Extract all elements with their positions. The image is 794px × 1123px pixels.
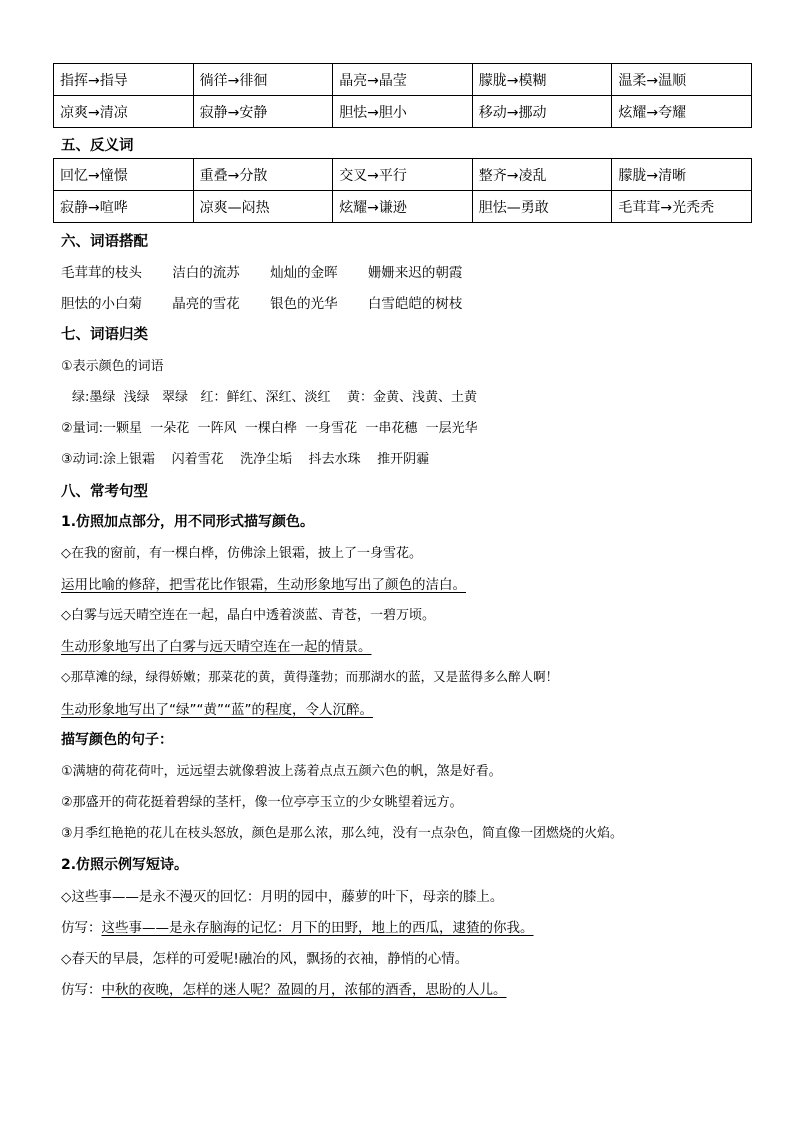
collocation-item: 灿灿的金晖 <box>270 265 338 281</box>
question-2-title: 2.仿照示例写短诗。 <box>61 857 189 873</box>
synonym-table <box>53 63 752 128</box>
imitation-answer: 中秋的夜晚，怎样的迷人呢？盈圆的月，浓郁的酒香，思盼的人儿。 <box>101 982 507 998</box>
example-sentence: ◇那草滩的绿，绿得娇嫩；那菜花的黄，黄得蓬勃；而那湖水的蓝，又是蓝得多么醉人啊！ <box>61 669 559 684</box>
collocation-item: 毛茸茸的枝头 <box>61 265 142 281</box>
imitation-label: 仿写： <box>61 920 102 936</box>
collocation-item: 白雪皑皑的树枝 <box>367 296 463 312</box>
collocation-item: 银色的光华 <box>270 296 338 312</box>
table-cell: 徜徉→徘徊 <box>193 64 333 96</box>
answer-line: 运用比喻的修辞，把雪花比作银霜，生动形象地写出了颜色的洁白。 <box>61 577 466 593</box>
table-cell: 朦胧→清晰 <box>612 159 752 191</box>
example-sentence: ◇在我的窗前，有一棵白桦，仿佛涂上银霜，披上了一身雪花。 <box>61 546 422 561</box>
table-cell: 晶亮→晶莹 <box>333 64 473 96</box>
collocation-row <box>61 261 462 281</box>
color-words-line: 绿:墨绿 浅绿 翠绿 红：鲜红、深红、淡红 黄：金黄、浅黄、土黄 <box>72 390 477 405</box>
table-cell: 寂静→安静 <box>193 96 333 128</box>
color-sentence: ③月季红艳艳的花儿在枝头怒放，颜色是那么浓，那么纯，没有一点杂色，简直像一团燃烧的火焰。 <box>61 826 623 841</box>
table-row <box>54 159 752 191</box>
color-sentences-title: 描写颜色的句子： <box>61 732 173 748</box>
table-cell: 毛茸茸→光秃秃 <box>612 191 752 223</box>
table-cell: 寂静→喧哗 <box>54 191 194 223</box>
example-sentence: ◇白雾与远天晴空连在一起，晶白中透着淡蓝、青苍，一碧万顷。 <box>61 608 435 623</box>
example-poem: ◇这些事——是永不漫灭的回忆：月明的园中，藤萝的叶下，母亲的膝上。 <box>61 889 504 905</box>
question-1-title: 1.仿照加点部分，用不同形式描写颜色。 <box>61 514 315 530</box>
table-row <box>54 64 752 96</box>
collocation-item: 胆怯的小白菊 <box>61 296 142 312</box>
table-cell: 朦胧→模糊 <box>472 64 612 96</box>
antonym-heading: 五、反义词 <box>61 138 134 154</box>
collocation-item: 姗姗来迟的朝霞 <box>367 265 463 281</box>
color-words-title: ①表示颜色的词语 <box>61 359 164 374</box>
collocation-row <box>61 292 462 312</box>
table-cell: 胆怯—勇敢 <box>472 191 612 223</box>
table-cell: 凉爽—闷热 <box>193 191 333 223</box>
table-cell: 炫耀→谦逊 <box>333 191 473 223</box>
table-row <box>54 96 752 128</box>
antonym-table <box>53 158 752 223</box>
collocation-item: 晶亮的雪花 <box>172 296 240 312</box>
table-cell: 整齐→凌乱 <box>472 159 612 191</box>
table-cell: 移动→挪动 <box>472 96 612 128</box>
measure-words-line: ②量词:一颗星 一朵花 一阵风 一棵白桦 一身雪花 一串花穗 一层光华 <box>61 421 478 436</box>
answer-line: 生动形象地写出了“绿”“黄”“蓝”的程度，令人沉醉。 <box>61 702 373 718</box>
collocation-item: 洁白的流苏 <box>172 265 240 281</box>
imitation-line <box>61 978 507 998</box>
table-cell: 回忆→憧憬 <box>54 159 194 191</box>
color-sentence: ②那盛开的荷花挺着碧绿的茎杆，像一位亭亭玉立的少女眺望着远方。 <box>61 795 463 810</box>
table-row <box>54 191 752 223</box>
imitation-line <box>61 916 534 936</box>
table-cell: 胆怯→胆小 <box>333 96 473 128</box>
imitation-answer: 这些事——是永存脑海的记忆：月下的田野，地上的西瓜，逮猹的你我。 <box>101 920 534 936</box>
imitation-label: 仿写： <box>61 982 102 998</box>
sentences-heading: 八、常考句型 <box>61 484 148 500</box>
verb-words-line: ③动词:涂上银霜 闪着雪花 洗净尘垢 抖去水珠 推开阴霾 <box>61 452 430 467</box>
example-poem: ◇春天的早晨，怎样的可爱呢!融冶的风，飘扬的衣袖，静悄的心情。 <box>61 951 469 967</box>
classify-heading: 七、词语归类 <box>61 327 148 343</box>
color-sentence: ①满塘的荷花荷叶，远远望去就像碧波上荡着点点五颜六色的帆，煞是好看。 <box>61 764 502 779</box>
table-cell: 重叠→分散 <box>193 159 333 191</box>
table-cell: 温柔→温顺 <box>612 64 752 96</box>
table-cell: 交叉→平行 <box>333 159 473 191</box>
table-cell: 指挥→指导 <box>54 64 194 96</box>
collocation-heading: 六、词语搭配 <box>61 234 148 250</box>
table-cell: 炫耀→夸耀 <box>612 96 752 128</box>
answer-line: 生动形象地写出了白雾与远天晴空连在一起的情景。 <box>61 639 372 655</box>
table-cell: 凉爽→清凉 <box>54 96 194 128</box>
